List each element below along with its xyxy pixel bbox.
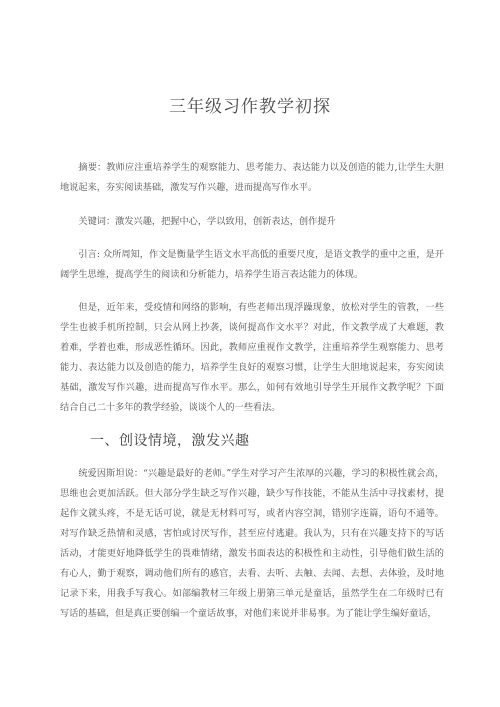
- section-body-paragraph: 统爱因斯坦说：“兴趣是最好的老师。”学生对学习产生浓厚的兴趣，学习的积极性就会高，思维也会更加活跃。但大部分学生缺乏写作兴趣，缺少写作技能，不能从生活中寻找素材，提起作文就头疼，不是无话可说，就是无材料可写，或者内容空洞，错别字连篇，语句不通等。对写作缺乏热情和灵感，害怕或讨厌写作，甚至应付逃避。我认为，只有在兴趣支持下的写话活动，才能更好地降低学生的畏难情绪，激发书面表达的积极性和主动性，引导他们做生活的有心人，勤于观察，调动他们所有的感官，去看、去听、去触、去闻、去想、去体验，及时地记录下来，用我手写我心。如部编教材三年级上册第三单元是童话，虽然学生在二年级时已有写话的基础，但是真正要创编一个童话故事，对他们来说并非易事。为了能让学生编好童话，: [60, 468, 444, 619]
- body-paragraph: 但是，近年来，受疫情和网络的影响，有些老师出现浮躁现象，放松对学生的管教，一些学生也被手机所控制，只会从网上抄袭，谈何提高作文水平？对此，作文教学成了大难题，教着难，学着也难，形成恶性循环。因此，教师应重视作文教学，注重培养学生观察能力、思考能力、表达能力以及创造的能力，培养学生良好的观察习惯，让学生大胆地说起来，夯实阅读基础，激发写作兴趣，进而提高写作水平。那么，如何有效地引导学生开展作文教学呢？下面结合自己二十多年的教学经验，谈谈个人的一些看法。: [60, 302, 444, 413]
- section-heading: 一、创设情境，激发兴趣: [90, 433, 250, 449]
- document-title: 三年级习作教学初探: [169, 97, 331, 117]
- keywords-paragraph: 关键词：激发兴趣，把握中心，学以致用，创新表达，创作提升: [78, 216, 336, 227]
- abstract-paragraph: 摘要：教师应注重培养学生的观察能力、思考能力、表达能力以及创造的能力,让学生大胆地说起来，夯实阅读基础，激发写作兴趣，进而提高写作水平。: [60, 162, 444, 193]
- intro-paragraph: 引言: 众所周知，作文是衡量学生语文水平高低的重要尺度，是语文教学的重中之重，是开阔学生思维，提高学生的阅读和分析能力，培养学生语言表达能力的体现。: [60, 249, 444, 280]
